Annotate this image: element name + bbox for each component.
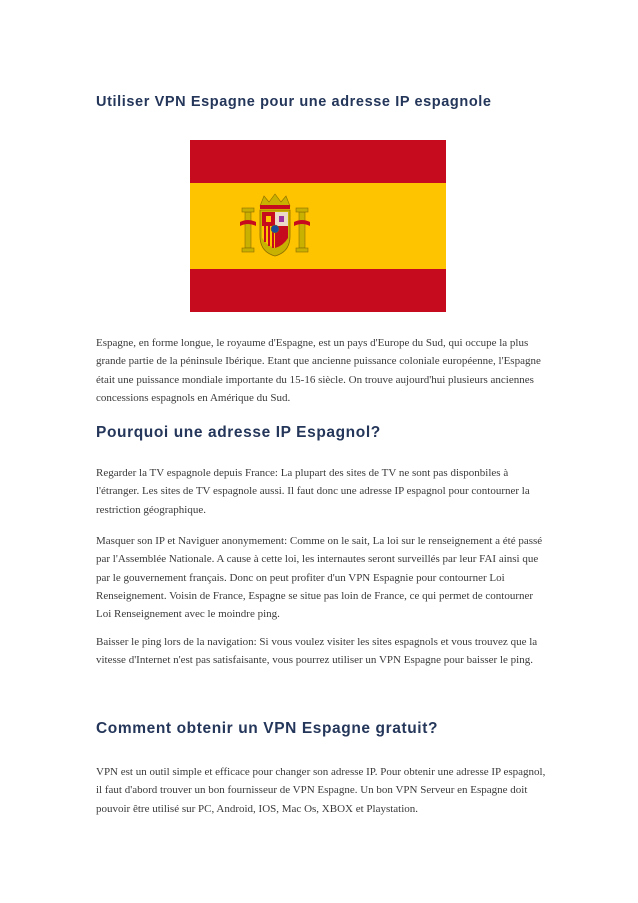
spain-flag-icon: [190, 140, 446, 312]
paragraph-intro: Espagne, en forme longue, le royaume d'Espagne, est un pays d'Europe du Sud, qui occupe la plus grande partie de la péninsule Ibérique. Etant que ancienne puissance coloniale européenne, l'Espagne était une puissance mondiale importante du 15-16 siècle. On trouve aujourd'hui plusieurs anciennes concessions espagnols en Amérique du Sud.: [96, 337, 541, 404]
paragraph-obtenir: VPN est un outil simple et efficace pour changer son adresse IP. Pour obtenir une adresse IP espagnol, il faut d'abord trouver un bon fournisseur de VPN Espagne. Un bon VPN Serveur en Espagne doit pouvoir être utilisé sur PC, Android, IOS, Mac Os, XBOX et Playstation.: [96, 766, 546, 815]
paragraph-tv: Regarder la TV espagnole depuis France: La plupart des sites de TV ne sont pas disponbiles à l'étranger. Les sites de TV espagnole aussi. Il faut donc une adresse IP espagnol pour contourner la restriction géographique.: [96, 467, 530, 516]
paragraph-ping: Baisser le ping lors de la navigation: Si vous voulez visiter les sites espagnols et vous trouvez que la vitesse d'Internet n'est pas satisfaisante, vous pourrez utiliser un VPN Espagne pour baisser le ping.: [96, 636, 538, 667]
section-heading-comment: Comment obtenir un VPN Espagne gratuit?: [96, 720, 439, 737]
paragraph-masquer-ip: Masquer son IP et Naviguer anonymement: Comme on le sait, La loi sur le renseignement a été passé par l'Assemblée Nationale. A cause à cette loi, les internautes seront surveillés par leur FAI ainsi que par le gouvernement français. Donc on peut profiter d'un VPN Espagnie pour contourner Loi Renseignement. Voisin de France, Espagne se situe pas loin de France, ce qui permet de contourner Loi Renseignement avec le moindre ping.: [96, 535, 543, 621]
section-heading-vpn-espagne: Utiliser VPN Espagne pour une adresse IP espagnole: [96, 94, 492, 110]
section-heading-pourquoi: Pourquoi une adresse IP Espagnol?: [96, 424, 381, 441]
